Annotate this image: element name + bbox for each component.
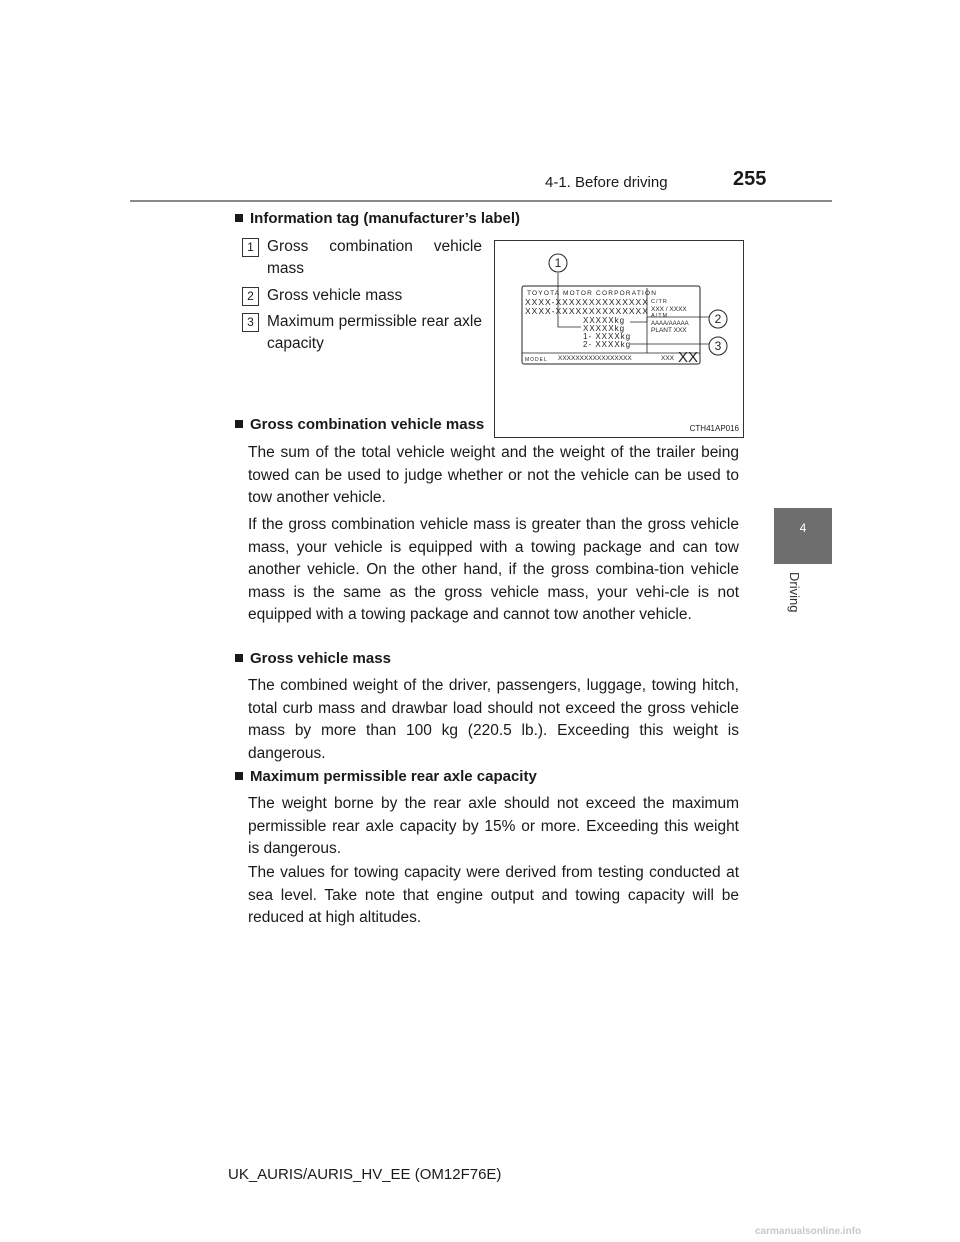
label-kg1: XXXXXkg	[583, 316, 626, 325]
heading-text: Maximum permissible rear axle capacity	[250, 768, 537, 785]
callout-2: 2	[714, 312, 722, 326]
callout-3: 3	[714, 339, 722, 353]
callout-number: 2	[242, 287, 259, 306]
label-model-big: XX	[678, 349, 699, 366]
square-bullet-icon	[235, 214, 243, 222]
label-ctr: C/TR	[651, 299, 668, 305]
chapter-tab-label: Driving	[787, 572, 802, 613]
label-ctr-value: XXX / XXXX	[651, 306, 687, 313]
heading-rear-axle-capacity	[235, 768, 537, 785]
label-axle1: 1- XXXXkg	[583, 332, 632, 341]
figure-code: CTH41AP016	[689, 424, 739, 433]
label-model-suffix: XXX	[661, 355, 675, 362]
heading-information-tag	[235, 210, 520, 227]
label-model: MODEL	[525, 357, 548, 363]
square-bullet-icon	[235, 654, 243, 662]
paragraph: The values for towing capacity were derived from testing conducted at sea level. Take note that engine output and towing capacity will be reduced at high altitudes.	[248, 864, 739, 926]
header-divider	[130, 200, 832, 202]
heading-gross-vehicle-mass	[235, 650, 391, 667]
label-row2: XXXX-XXXXXXXXXXXXXX	[525, 306, 649, 316]
label-axle2: 2- XXXXkg	[583, 340, 632, 349]
list-item-text: Gross combination vehicle mass	[267, 238, 482, 277]
page-number: 255	[733, 168, 767, 190]
heading-text: Information tag (manufacturer’s label)	[250, 210, 521, 227]
label-model-value: XXXXXXXXXXXXXXXXX	[558, 355, 632, 362]
list-item	[242, 285, 482, 307]
heading-text: Gross vehicle mass	[250, 650, 391, 667]
label-plant: PLANT XXX	[651, 327, 687, 334]
chapter-tab[interactable]: 4	[774, 508, 832, 564]
document-id: UK_AURIS/AURIS_HV_EE (OM12F76E)	[228, 1166, 502, 1183]
paragraph: The weight borne by the rear axle should not exceed the maximum permissible rear axle capacity by 15% or more. Exceeding this weight is dangerous.	[248, 795, 739, 857]
heading-text: Gross combination vehicle mass	[250, 416, 485, 433]
watermark: carmanualsonline.info	[755, 1226, 862, 1237]
square-bullet-icon	[235, 420, 243, 428]
label-code-row: AAAA/AAAAA	[651, 321, 689, 327]
square-bullet-icon	[235, 772, 243, 780]
callout-number: 3	[242, 313, 259, 332]
callout-number: 1	[242, 238, 259, 257]
paragraph: If the gross combination vehicle mass is greater than the gross vehicle mass, your vehicle is equipped with a towing package and can tow another vehicle. On the other hand, if the gross combina-tion vehicle mass is the same as the gross vehicle mass, your vehi-cle is not equipped with a towing package and cannot tow another vehicle.	[248, 516, 739, 623]
heading-gross-combination	[235, 416, 484, 433]
callout-1: 1	[554, 256, 562, 270]
label-row1: XXXX-XXXXXXXXXXXXXX	[525, 297, 649, 307]
label-kg2: XXXXXkg	[583, 324, 626, 333]
information-tag-figure	[494, 240, 744, 438]
label-illustration	[495, 241, 743, 437]
list-item-text: Gross vehicle mass	[267, 287, 403, 304]
list-item	[242, 311, 482, 355]
paragraph: The combined weight of the driver, passengers, luggage, towing hitch, total curb mass and drawbar load should not exceed the gross vehicle mass by more than 100 kg (220.5 lb.). Exceeding this weight is dangerous.	[248, 677, 739, 762]
label-atm: A/TM	[651, 313, 669, 319]
list-item-text: Maximum permissible rear axle capacity	[267, 313, 482, 352]
section-title: 4-1. Before driving	[545, 174, 668, 191]
label-maker: TOYOTA MOTOR CORPORATION	[527, 290, 658, 297]
paragraph: The sum of the total vehicle weight and the weight of the trailer being towed can be used to judge whether or not the vehicle can be used to tow another vehicle.	[248, 444, 739, 506]
list-item	[242, 236, 482, 280]
